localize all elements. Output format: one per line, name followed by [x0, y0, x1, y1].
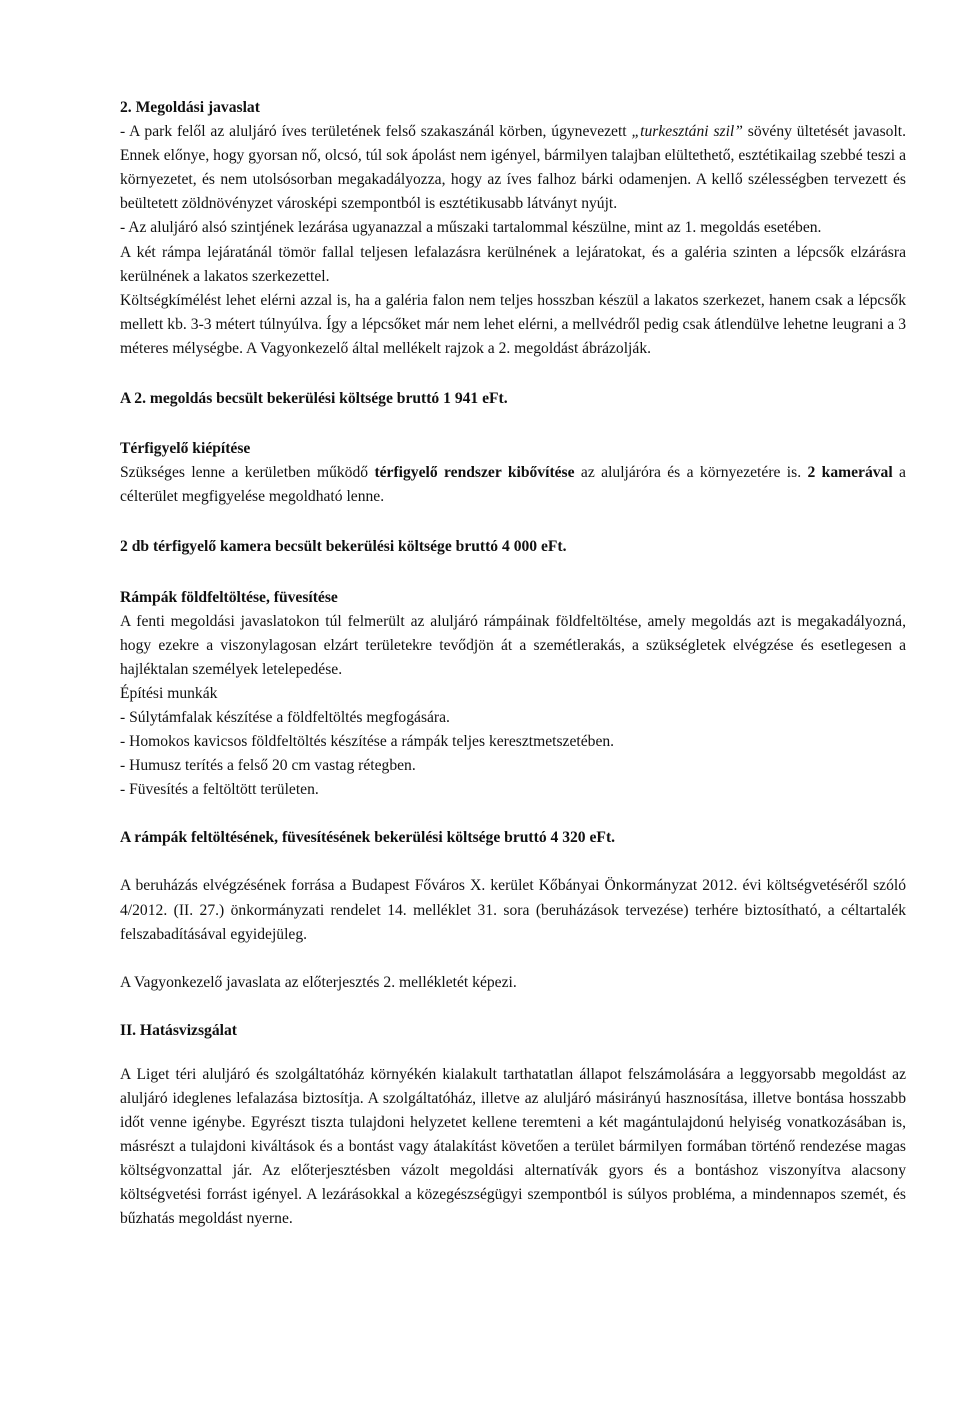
section-2-p1-text-a: - A park felől az aluljáró íves területének felső szakaszánál körben, úgynevezett — [120, 123, 632, 141]
section-2-p1-text-b: sövény ültetését javasolt. Ennek előnye, hogy gyorsan nő, olcsó, túl sok ápolást nem igényel, bármilyen talajban elültethető, esztétikailag szebbé teszi a környezetet, és nem utolsósorban megakadályozza, hogy az íves falhoz bárki odamenjen. A kellő szélességben tervezett és beültetett zöldnövényzet városképi szempontból is esztétikusabb látványt nyújt. — [120, 123, 907, 213]
works-item-3: - Humusz terítés a felső 20 cm vastag rétegben. — [120, 757, 416, 775]
camera-title: Térfigyelő kiépítése — [120, 440, 251, 458]
annex-note: A Vagyonkezelő javaslata az előterjesztés 2. mellékletét képezi. — [120, 973, 517, 991]
works-item-1: - Súlytámfalak készítése a földfeltöltés megfogására. — [120, 708, 450, 726]
ramps-title: Rámpák földfeltöltése, füvesítése — [120, 588, 338, 606]
section-2-title: 2. Megoldási javaslat — [120, 99, 260, 116]
camera-text-c: a célterület megfigyelése megoldható lenne. — [120, 464, 906, 506]
camera-cost: 2 db térfigyelő kamera becsült bekerülési költsége bruttó 4 000 eFt. — [120, 538, 567, 556]
funding-paragraph: A beruházás elvégzésének forrása a Budapest Főváros X. kerület Kőbányai Önkormányzat 2012. évi költségvetéséről szóló 4/2012. (II. 27.) önkormányzati rendelet 14. melléklet 31. sora (beruházások tervezése) terhére biztosítható, a céltartalék felszabadításával egyidejüleg. — [120, 877, 906, 943]
camera-paragraph — [120, 461, 906, 509]
section-2-paragraph-3: A két rámpa lejáratánál tömör fallal teljesen lefalazásra kerülnének a lejáratokat, és a galéria szinten a lépcsők elzárásra kerülnének a lakatos szerkezettel. — [120, 243, 906, 285]
works-item-4: - Füvesítés a feltöltött területen. — [120, 781, 319, 799]
section-2-paragraph-1 — [120, 120, 906, 216]
works-item-2: - Homokos kavicsos földfeltöltés készítése a rámpák teljes keresztmetszetében. — [120, 733, 615, 751]
section-2-paragraph-2: - Az aluljáró alsó szintjének lezárása ugyanazzal a műszaki tartalommal készülne, mint az 1. megoldás esetében. — [120, 219, 822, 237]
impact-title: II. Hatásvizsgálat — [120, 1021, 237, 1039]
species-name-italic: „turkesztáni szil” — [631, 123, 743, 141]
camera-text-bold-1: térfigyelő rendszer kibővítése — [374, 464, 575, 482]
works-title: Építési munkák — [120, 684, 218, 702]
document-body — [120, 96, 906, 1232]
ramps-paragraph: A fenti megoldási javaslatokon túl felmerült az aluljáró rámpáinak földfeltöltése, amely megoldás azt is megakadályozná, hogy ezekre a viszonylagosan elzárt területekre tevődjön át a szemétlerakás, a szükségletek elvégzése és esetlegesen a hajléktalan személyek letelepedése. — [120, 612, 906, 678]
ramps-cost: A rámpák feltöltésének, füvesítésének bekerülési költsége bruttó 4 320 eFt. — [120, 829, 616, 847]
impact-paragraph: A Liget téri aluljáró és szolgáltatóház környékén kialakult tarthatatlan állapot felszámolására a leggyorsabb megoldást az aluljáró ideglenes lefalazása biztosítja. A szolgáltatóház, illetve az aluljáró másirányú hasznosítása, illetve bontása hosszabb időt venne igénybe. Egyrészt tiszta tulajdoni helyzetet kellene teremteni a két magántulajdonú helyiség vonatkozásában is, másrészt a tulajdoni kiváltások és a bontást vagy átalakítást követően a terület bármilyen formában történő rendezése magas költségvonzattal jár. Az előterjesztésben vázolt megoldási alternatívák gyors és a bontáshoz viszonyítva alacsony költségvetési forrást igényel. A lezárásokkal a közegészségügyi szempontból is súlyos probléma, a mindennapos szemét, és bűzhatás megoldást nyerne. — [120, 1065, 906, 1228]
section-2-paragraph-4: Költségkímélést lehet elérni azzal is, ha a galéria falon nem teljes hosszban készül a lakatos szerkezet, hanem csak a lépcsők mellett kb. 3-3 métert túlnyúlva. Így a lépcsőket már nem lehet elérni, a mellvédről pedig csak átlendülve lehetne leugrani a 3 méteres mélységbe. A Vagyonkezelő által mellékelt rajzok a 2. megoldást ábrázolják. — [120, 291, 906, 357]
camera-text-b: az aluljáróra és a környezetére is. — [574, 464, 808, 482]
section-2-cost: A 2. megoldás becsült bekerülési költsége bruttó 1 941 eFt. — [120, 390, 508, 408]
camera-text-bold-2: 2 kamerával — [807, 464, 893, 482]
camera-text-a: Szükséges lenne a kerületben működő — [120, 464, 375, 482]
